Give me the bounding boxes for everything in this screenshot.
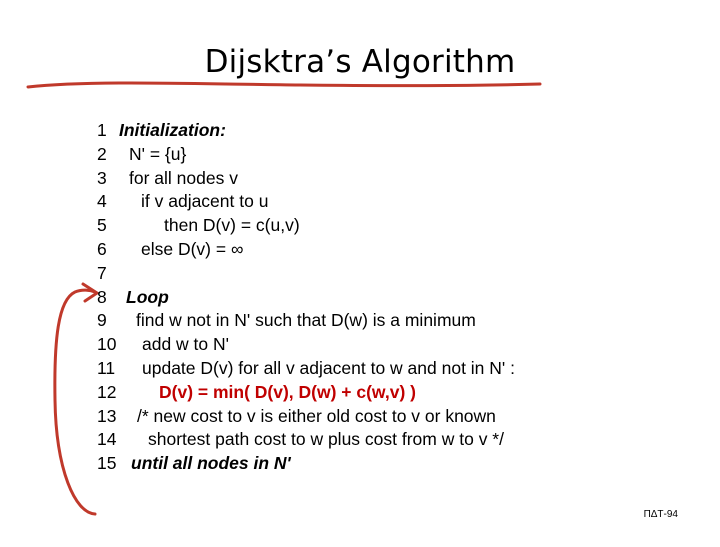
code-text: update D(v) for all v adjacent to w and not in N' :	[142, 357, 515, 378]
line-number: 2	[97, 143, 107, 164]
code-text: if v adjacent to u	[141, 191, 269, 212]
code-line	[97, 333, 229, 357]
line-number: 9	[97, 310, 107, 331]
line-number: 1	[97, 120, 107, 140]
title-underline-stroke	[28, 83, 540, 87]
code-line	[97, 357, 515, 381]
code-text: Initialization:	[119, 120, 226, 140]
code-line	[97, 452, 291, 476]
code-line	[97, 262, 116, 286]
code-line	[97, 286, 169, 310]
line-number: 3	[97, 167, 107, 188]
line-number: 10	[97, 334, 117, 355]
line-number: 15	[97, 453, 117, 474]
code-text: else D(v) = ∞	[141, 238, 244, 259]
line-number: 4	[97, 191, 107, 212]
slide-title: Dijsktra’s Algorithm	[204, 44, 516, 80]
code-line	[97, 167, 238, 191]
code-line	[97, 238, 244, 262]
code-text: Loop	[126, 286, 169, 307]
code-text: for all nodes v	[129, 167, 238, 188]
code-text: then D(v) = c(u,v)	[164, 215, 300, 236]
line-number: 14	[97, 429, 117, 450]
line-number: 7	[97, 262, 107, 283]
line-number: 11	[97, 357, 116, 378]
algorithm-listing	[97, 119, 515, 476]
code-line	[97, 190, 269, 214]
loop-arrowhead	[83, 284, 97, 301]
code-text: /* new cost to v is either old cost to v or known	[137, 405, 496, 426]
code-text: find w not in N' such that D(w) is a minimum	[136, 310, 476, 331]
code-text: N' = {u}	[129, 143, 187, 164]
slide-footer: ПΔТ-94	[643, 509, 678, 520]
code-line	[97, 309, 476, 333]
code-text: until all nodes in N'	[131, 453, 291, 474]
code-line	[97, 214, 300, 238]
line-number: 8	[97, 286, 107, 307]
line-number: 12	[97, 381, 117, 402]
line-number: 13	[97, 405, 117, 426]
code-line	[97, 143, 187, 167]
line-number: 6	[97, 238, 107, 259]
code-text: shortest path cost to w plus cost from w to v */	[148, 429, 504, 450]
code-line	[97, 119, 226, 143]
code-line	[97, 428, 504, 452]
loop-arrow-stroke	[55, 290, 95, 514]
code-text: D(v) = min( D(v), D(w) + c(w,v) )	[159, 381, 417, 402]
code-text: add w to N'	[142, 334, 229, 355]
code-line	[97, 405, 496, 429]
code-line	[97, 381, 417, 405]
line-number: 5	[97, 215, 107, 236]
